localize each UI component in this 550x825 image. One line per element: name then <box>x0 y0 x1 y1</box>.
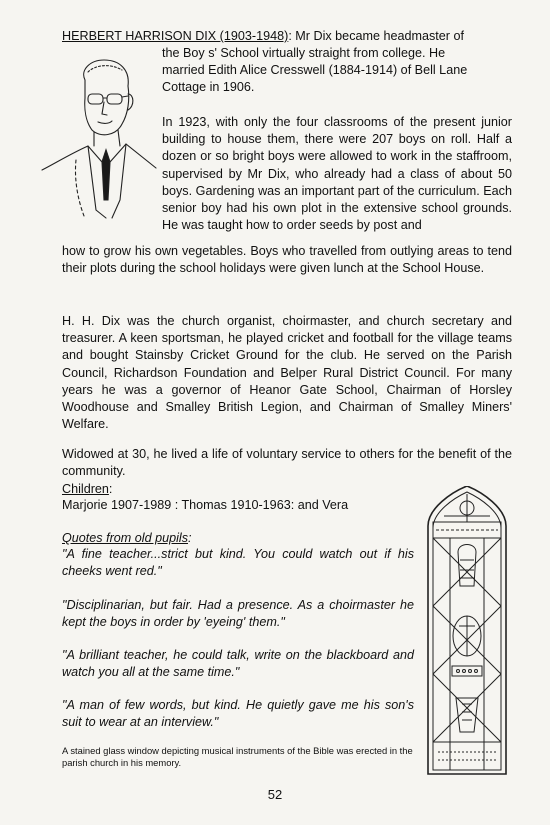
quote-3: "A brilliant teacher, he could talk, write on the blackboard and watch you all at the same time." <box>62 648 414 680</box>
quotes-heading-colon: : <box>188 531 192 545</box>
heading-rest: : Mr Dix became headmaster of <box>288 29 464 43</box>
heading-line <box>62 28 512 45</box>
paragraph-1923-continued: how to grow his own vegetables. Boys who travelled from outlying areas to tend their plots during the school holidays were given lunch at the School House. <box>62 244 512 276</box>
children-colon: : <box>108 482 113 496</box>
stained-glass-window-drawing <box>424 486 510 776</box>
quote-4: "A man of few words, but kind. He quietly gave me his son's suit to wear at an interview." <box>62 698 414 730</box>
quote-1: "A fine teacher...strict but kind. You could watch out if his cheeks went red." <box>62 547 414 579</box>
quote-2: "Disciplinarian, but fair. Had a presence. As a choirmaster he kept the boys in order by 'eyeing' them." <box>62 598 414 630</box>
window-caption: A stained glass window depicting musical instruments of the Bible was erected in the parish church in his memory. <box>62 745 413 769</box>
quotes-heading-label: Quotes from old pupils <box>62 531 188 545</box>
children-list: Marjorie 1907-1989 : Thomas 1910-1963: and Vera <box>62 498 349 512</box>
subject-name: HERBERT HARRISON DIX (1903-1948) <box>62 29 289 43</box>
intro-line-3: Cottage in 1906. <box>162 80 255 94</box>
children-label: Children <box>62 482 109 496</box>
paragraph-widowed: Widowed at 30, he lived a life of voluntary service to others for the benefit of the community. <box>62 447 512 479</box>
paragraph-1923: In 1923, with only the four classrooms of the present junior building to house them, there were 207 boys on roll. Half a dozen or so bright boys were allowed to work in the staffroom, supervised by Mr Dix, who already had a class of about 50 boys. Gardening was an important part of the curriculum. Each senior boy had his own plot in the extensive school grounds. He was taught how to order seeds by post and <box>162 115 512 233</box>
intro-line-1: the Boy s' School virtually straight from college. He <box>162 46 446 60</box>
children-heading <box>62 481 262 498</box>
page-number: 52 <box>267 787 283 802</box>
paragraph-church: H. H. Dix was the church organist, choirmaster, and church secretary and treasurer. A keen sportsman, he played cricket and football for the village teams and bought Stainsby Cricket Ground for the club. He served on the Parish Council, Richardson Foundation and Belper Rural District Council. For many years he was a governor of Heanor Gate School, Chairman of Horsley Woodhouse and Smalley British Legion, and Chairman of Smalley Miners' Welfare. <box>62 314 512 432</box>
intro-line-2: married Edith Alice Cresswell (1884-1914) of Bell Lane <box>162 63 468 77</box>
portrait-sketch <box>40 50 158 220</box>
quotes-heading <box>62 530 262 547</box>
